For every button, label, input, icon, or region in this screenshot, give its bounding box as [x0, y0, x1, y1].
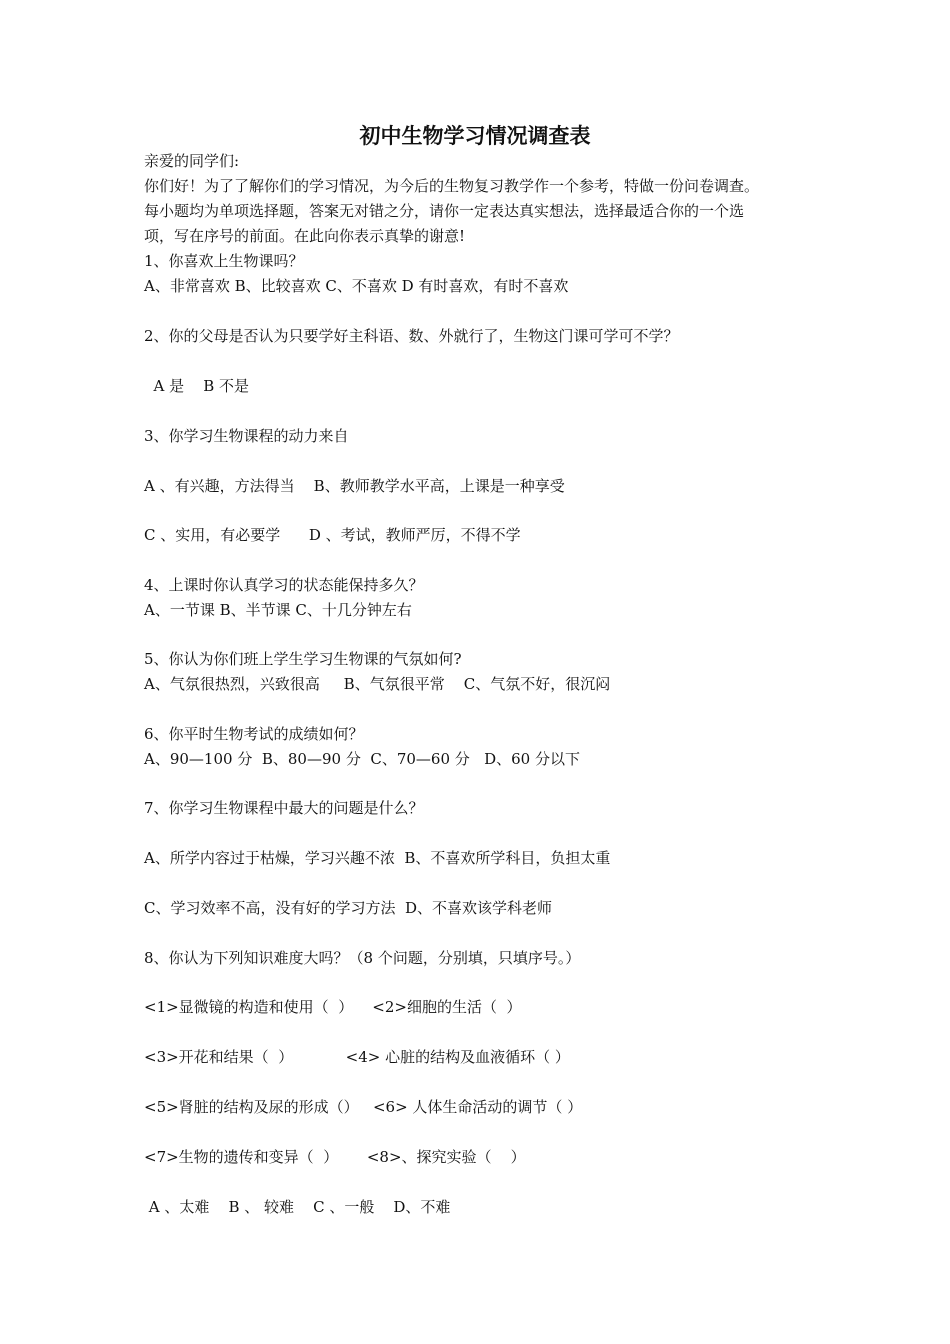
question-1-options: A、非常喜欢 B、比较喜欢 C、不喜欢 D 有时喜欢，有时不喜欢 — [144, 277, 569, 295]
question-1: 1、你喜欢上生物课吗？ — [144, 252, 304, 270]
question-7-options: A、所学内容过于枯燥，学习兴趣不浓 B、不喜欢所学科目，负担太重 — [144, 849, 611, 867]
greeting: 亲爱的同学们: — [144, 152, 240, 170]
question-2: 2、你的父母是否认为只要学好主科语、数、外就行了，生物这门课可学可不学？ — [144, 327, 679, 345]
question-5: 5、你认为你们班上学生学习生物课的气氛如何? — [144, 650, 462, 668]
question-4: 4、上课时你认真学习的状态能保持多久？ — [144, 576, 424, 594]
question-2-options: A 是 B 不是 — [144, 377, 250, 395]
document-title: 初中生物学习情况调查表 — [359, 123, 591, 148]
question-3: 3、你学习生物课程的动力来自 — [144, 427, 349, 445]
question-8-item: <5>肾脏的结构及尿的形成（） <6> 人体生命活动的调节（ ） — [144, 1098, 583, 1116]
question-4-options: A、一节课 B、半节课 C、十几分钟左右 — [144, 601, 412, 619]
question-6-options: A、90—100 分 B、80—90 分 C、70—60 分 D、60 分以下 — [144, 750, 580, 768]
question-3-options: A 、有兴趣，方法得当 B、教师教学水平高，上课是一种享受 — [144, 477, 565, 495]
question-6: 6、你平时生物考试的成绩如何？ — [144, 725, 364, 743]
intro-line: 项，写在序号的前面。在此向你表示真挚的谢意! — [144, 227, 466, 245]
question-8-item: <3>开花和结果（ ） <4> 心脏的结构及血液循环（ ） — [144, 1048, 570, 1066]
question-8: 8、你认为下列知识难度大吗？（8 个问题，分别填，只填序号。） — [144, 949, 581, 967]
question-5-options: A、气氛很热烈，兴致很高 B、气氛很平常 C、气氛不好，很沉闷 — [144, 675, 611, 693]
question-3-options: C 、实用，有必要学 D 、考试，教师严厉，不得不学 — [144, 526, 521, 544]
question-7-options: C、学习效率不高，没有好的学习方法 D、不喜欢该学科老师 — [144, 899, 553, 917]
question-8-item: <7>生物的遗传和变异（ ） <8>、探究实验（ ） — [144, 1148, 526, 1166]
question-8-item: <1>显微镜的构造和使用（ ） <2>细胞的生活（ ） — [144, 998, 522, 1016]
intro-line: 每小题均为单项选择题，答案无对错之分，请你一定表达真实想法，选择最适合你的一个选 — [144, 202, 745, 220]
intro-line: 你们好！为了了解你们的学习情况，为今后的生物复习教学作一个参考，特做一份问卷调查。 — [144, 177, 760, 195]
question-7: 7、你学习生物课程中最大的问题是什么？ — [144, 799, 424, 817]
question-8-options: A 、太难 B 、 较难 C 、一般 D、不难 — [144, 1198, 451, 1216]
